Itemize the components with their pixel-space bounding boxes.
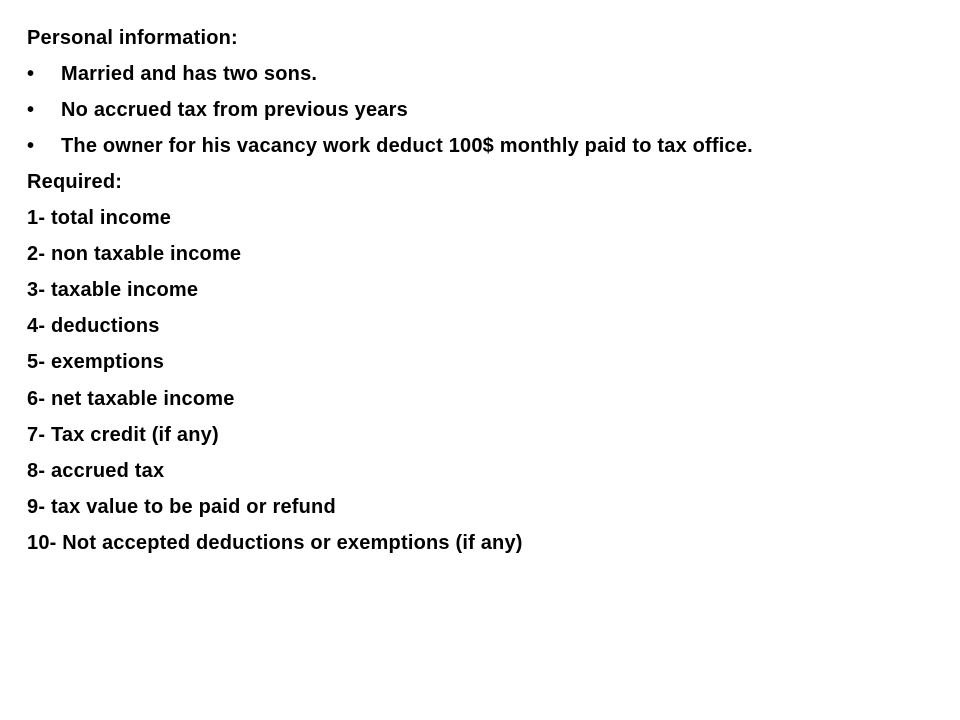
required-heading: Required: — [27, 171, 123, 193]
bullet-text: The owner for his vacancy work deduct 100$ monthly paid to tax office. — [61, 135, 753, 157]
bullet-item — [27, 62, 317, 86]
required-item: 3- taxable income — [27, 279, 199, 301]
bullet-glyph: • — [27, 99, 35, 121]
bullet-glyph: • — [27, 63, 35, 85]
required-item: 6- net taxable income — [27, 388, 235, 410]
bullet-item — [27, 134, 753, 158]
required-item: 5- exemptions — [27, 351, 165, 373]
bullet-text: No accrued tax from previous years — [61, 99, 408, 121]
bullet-item — [27, 98, 408, 122]
required-item: 10- Not accepted deductions or exemptions (if any) — [27, 532, 523, 554]
required-item: 1- total income — [27, 207, 172, 229]
personal-info-heading: Personal information: — [27, 27, 238, 49]
required-item: 8- accrued tax — [27, 460, 165, 482]
bullet-text: Married and has two sons. — [61, 63, 318, 85]
required-item: 9- tax value to be paid or refund — [27, 496, 336, 518]
bullet-glyph: • — [27, 135, 35, 157]
required-item: 2- non taxable income — [27, 243, 242, 265]
required-item: 7- Tax credit (if any) — [27, 424, 219, 446]
required-item: 4- deductions — [27, 315, 160, 337]
